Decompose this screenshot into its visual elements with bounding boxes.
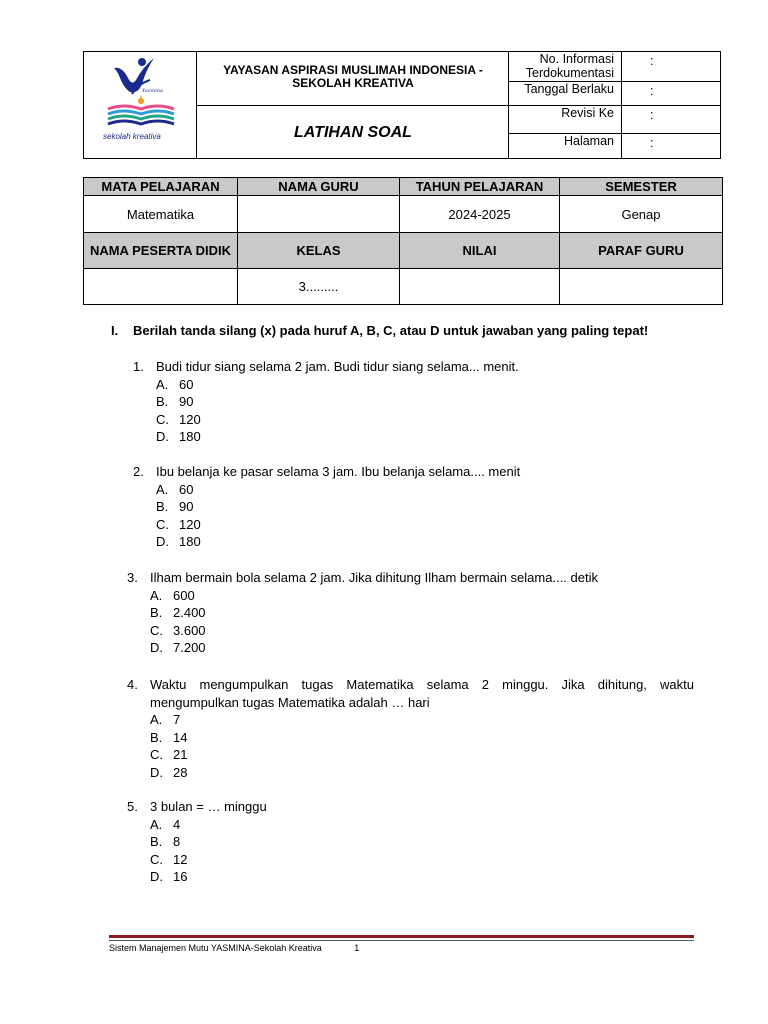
answer-option[interactable] xyxy=(150,833,267,851)
subject-cell: Matematika xyxy=(84,196,238,233)
option-text: 180 xyxy=(179,534,201,549)
option-letter: D. xyxy=(156,534,169,549)
question-number: 5. xyxy=(127,799,138,814)
question-text: Ibu belanja ke pasar selama 3 jam. Ibu belanja selama.... menit xyxy=(156,464,521,479)
meta-label: No. Informasi xyxy=(539,52,614,66)
section-instruction xyxy=(111,323,648,338)
logo-caption: sekolah kreativa xyxy=(103,132,161,141)
signature-cell[interactable] xyxy=(560,269,723,305)
svg-text:Yasmina: Yasmina xyxy=(142,88,164,94)
table-row xyxy=(84,196,723,233)
question-2 xyxy=(133,463,520,551)
option-text: 7.200 xyxy=(173,640,206,655)
option-text: 16 xyxy=(173,869,188,884)
option-letter: D. xyxy=(150,640,163,655)
header-cell: MATA PELAJARAN xyxy=(84,178,238,196)
answer-option[interactable] xyxy=(150,746,694,764)
header-cell: SEMESTER xyxy=(560,178,723,196)
answer-option[interactable] xyxy=(150,868,267,886)
option-letter: B. xyxy=(156,394,169,409)
option-text: 90 xyxy=(179,499,194,514)
header-cell: PARAF GURU xyxy=(560,233,723,269)
option-text: 28 xyxy=(173,764,188,780)
header-cell: NILAI xyxy=(400,233,560,269)
option-text: 120 xyxy=(179,411,201,427)
option-letter: A. xyxy=(150,816,163,832)
question-3 xyxy=(127,569,598,657)
divider xyxy=(508,133,720,134)
answer-option[interactable] xyxy=(150,816,267,834)
answer-option[interactable] xyxy=(150,764,694,782)
option-letter: D. xyxy=(156,429,169,444)
question-1 xyxy=(133,358,519,446)
option-letter: C. xyxy=(150,747,163,762)
semester-cell: Genap xyxy=(560,196,723,233)
answer-option[interactable] xyxy=(150,639,598,657)
footer-rule xyxy=(109,935,694,938)
table-row xyxy=(84,233,723,269)
option-text: 12 xyxy=(173,851,188,867)
question-text: Waktu mengumpulkan tugas Matematika selama 2 minggu. Jika dihitung, waktu xyxy=(150,677,694,692)
instruction-text: Berilah tanda silang (x) pada huruf A, B, C, atau D untuk jawaban yang paling tepat! xyxy=(133,323,649,338)
answer-option[interactable] xyxy=(156,481,520,499)
meta-label-info xyxy=(526,52,614,80)
option-text: 7 xyxy=(173,712,181,727)
question-4 xyxy=(127,676,694,781)
option-letter: C. xyxy=(150,851,163,867)
option-letter: C. xyxy=(150,622,163,638)
answer-option[interactable] xyxy=(156,411,519,429)
option-text: 600 xyxy=(173,587,195,603)
answer-option[interactable] xyxy=(156,393,519,411)
meta-label: Terdokumentasi xyxy=(525,66,614,80)
option-text: 120 xyxy=(179,516,201,532)
option-letter: D. xyxy=(150,869,163,884)
page-number: 1 xyxy=(354,943,360,953)
option-letter: A. xyxy=(150,587,163,603)
question-text-continued: mengumpulkan tugas Matematika adalah … hari xyxy=(150,694,430,710)
table-row xyxy=(84,269,723,305)
option-letter: A. xyxy=(156,481,169,497)
answer-option[interactable] xyxy=(150,851,267,869)
option-text: 90 xyxy=(179,394,194,409)
meta-colon: : xyxy=(650,54,654,68)
score-cell[interactable] xyxy=(400,269,560,305)
page-footer xyxy=(109,943,359,953)
organization-name xyxy=(197,64,509,90)
answer-option[interactable] xyxy=(150,587,598,605)
org-line: YAYASAN ASPIRASI MUSLIMAH INDONESIA - xyxy=(223,63,483,77)
answer-option[interactable] xyxy=(156,428,519,446)
student-name-cell[interactable] xyxy=(84,269,238,305)
footer-rule xyxy=(109,940,694,941)
question-number: 4. xyxy=(127,677,138,692)
meta-label-page: Halaman xyxy=(563,134,614,148)
option-letter: B. xyxy=(156,499,169,514)
question-number: 1. xyxy=(133,359,144,374)
option-letter: A. xyxy=(156,376,169,392)
question-text: Budi tidur siang selama 2 jam. Budi tidur siang selama... menit. xyxy=(156,359,519,374)
student-info-table xyxy=(83,177,723,305)
question-5 xyxy=(127,798,267,886)
document-title: LATIHAN SOAL xyxy=(294,124,412,141)
meta-colon: : xyxy=(650,108,654,122)
option-text: 21 xyxy=(173,747,188,762)
teacher-cell[interactable] xyxy=(238,196,400,233)
header-cell: KELAS xyxy=(238,233,400,269)
answer-option[interactable] xyxy=(150,711,694,729)
answer-option[interactable] xyxy=(156,516,520,534)
divider xyxy=(196,105,720,106)
question-number: 2. xyxy=(133,464,144,479)
option-text: 3.600 xyxy=(173,622,206,638)
option-text: 2.400 xyxy=(173,605,206,620)
header-cell: TAHUN PELAJARAN xyxy=(400,178,560,196)
option-text: 60 xyxy=(179,376,194,392)
option-letter: B. xyxy=(150,834,163,849)
year-cell: 2024-2025 xyxy=(400,196,560,233)
table-row xyxy=(84,178,723,196)
option-letter: B. xyxy=(150,729,163,745)
option-letter: A. xyxy=(150,712,163,727)
header-cell: NAMA PESERTA DIDIK xyxy=(84,233,238,269)
option-letter: C. xyxy=(156,411,169,427)
answer-option[interactable] xyxy=(150,729,694,747)
answer-option[interactable] xyxy=(156,533,520,551)
option-letter: B. xyxy=(150,605,163,620)
org-line: SEKOLAH KREATIVA xyxy=(292,76,414,90)
meta-colon: : xyxy=(650,84,654,98)
answer-option[interactable] xyxy=(156,498,520,516)
answer-option[interactable] xyxy=(150,604,598,622)
document-header xyxy=(83,51,721,159)
meta-colon: : xyxy=(650,136,654,150)
option-text: 8 xyxy=(173,834,181,849)
header-cell: NAMA GURU xyxy=(238,178,400,196)
question-text: 3 bulan = … minggu xyxy=(150,799,267,814)
answer-option[interactable] xyxy=(150,622,598,640)
question-number: 3. xyxy=(127,570,138,585)
question-text: Ilham bermain bola selama 2 jam. Jika dihitung Ilham bermain selama.... detik xyxy=(150,570,598,585)
school-logo xyxy=(102,54,180,130)
option-text: 180 xyxy=(179,429,201,444)
section-number: I. xyxy=(111,323,119,338)
meta-label-revision: Revisi Ke xyxy=(561,106,614,120)
option-letter: C. xyxy=(156,516,169,532)
option-text: 4 xyxy=(173,816,181,832)
option-text: 14 xyxy=(173,729,188,745)
option-text: 60 xyxy=(179,481,194,497)
answer-option[interactable] xyxy=(156,376,519,394)
option-letter: D. xyxy=(150,764,163,780)
class-cell[interactable]: 3......... xyxy=(238,269,400,305)
footer-text: Sistem Manajemen Mutu YASMINA-Sekolah Kreativa xyxy=(109,943,322,953)
meta-label-date: Tanggal Berlaku xyxy=(524,82,614,96)
